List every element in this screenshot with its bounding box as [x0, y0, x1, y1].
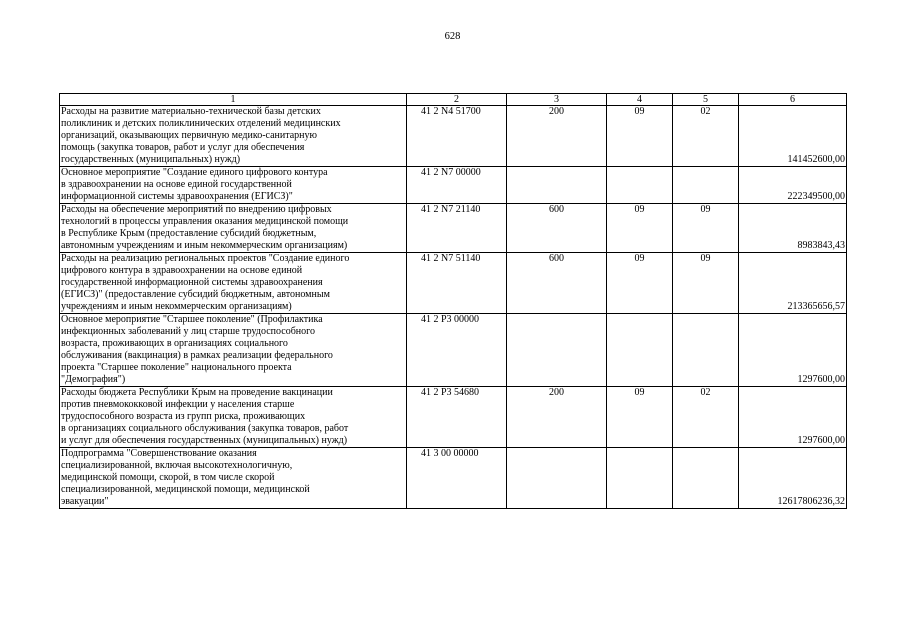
row-column-3-cell: 600	[507, 253, 607, 314]
row-code-cell: 41 2 N4 51700	[407, 106, 507, 167]
row-amount-cell: 8983843,43	[739, 204, 847, 253]
row-description-line: технологий в процессы управления оказания медицинской помощи	[61, 216, 349, 227]
row-column-3-cell: 200	[507, 387, 607, 448]
row-amount-cell: 213365656,57	[739, 253, 847, 314]
row-description-line: медицинской помощи, скорой, в том числе скорой	[61, 472, 275, 483]
row-description-cell	[60, 387, 407, 448]
row-description-line: Расходы на реализацию региональных проектов "Создание единого	[61, 253, 350, 264]
row-description-line: и услуг для обеспечения государственных (муниципальных) нужд)	[61, 435, 348, 446]
row-column-4-cell	[607, 167, 673, 204]
row-description-line: автономным учреждениям и иным некоммерческим организациям)	[61, 240, 348, 251]
row-column-5-cell: 02	[673, 387, 739, 448]
row-description-line: помощь (закупка товаров, работ и услуг для обеспечения	[61, 142, 305, 153]
row-column-3-cell	[507, 167, 607, 204]
header-cell: 4	[607, 94, 673, 106]
row-description-line: инфекционных заболеваний у лиц старше трудоспособного	[61, 326, 315, 337]
row-column-4-cell: 09	[607, 106, 673, 167]
header-cell: 3	[507, 94, 607, 106]
row-column-4-cell: 09	[607, 204, 673, 253]
row-column-4-cell: 09	[607, 387, 673, 448]
row-column-4-cell	[607, 314, 673, 387]
header-cell: 1	[60, 94, 407, 106]
row-description-line: (ЕГИСЗ)" (предоставление субсидий бюджетным, автономным	[61, 289, 330, 300]
row-column-3-cell: 200	[507, 106, 607, 167]
row-column-5-cell	[673, 448, 739, 509]
header-cell: 5	[673, 94, 739, 106]
row-amount-cell: 1297600,00	[739, 387, 847, 448]
row-description-line: государственных (муниципальных) нужд)	[61, 154, 241, 165]
row-description-line: проекта "Старшее поколение" национального проекта	[61, 362, 292, 373]
row-code-cell: 41 2 P3 00000	[407, 314, 507, 387]
row-description-line: возраста, проживающих в организациях социального	[61, 338, 288, 349]
row-description-cell	[60, 167, 407, 204]
row-column-3-cell	[507, 314, 607, 387]
row-description-line: эвакуации"	[61, 496, 109, 507]
table-header-row	[60, 94, 847, 106]
table-row	[60, 204, 847, 253]
row-description-line: трудоспособного возраста из групп риска, проживающих	[61, 411, 306, 422]
row-description-cell	[60, 314, 407, 387]
row-code-cell: 41 3 00 00000	[407, 448, 507, 509]
row-description-line: специализированной, медицинской помощи, медицинской	[61, 484, 310, 495]
row-amount-cell: 222349500,00	[739, 167, 847, 204]
row-description-line: в Республике Крым (предоставление субсидий бюджетным,	[61, 228, 317, 239]
row-description-line: учреждениям и иным некоммерческим организациям)	[61, 301, 292, 312]
row-description-line: обслуживания (вакцинация) в рамках реализации федерального	[61, 350, 333, 361]
row-description-line: цифрового контура в здравоохранении на основе единой	[61, 265, 303, 276]
row-code-cell: 41 2 N7 21140	[407, 204, 507, 253]
row-column-3-cell	[507, 448, 607, 509]
row-description-line: Расходы на развитие материально-технической базы детских	[61, 106, 321, 117]
row-description-line: информационной системы здравоохранения (ЕГИСЗ)"	[61, 191, 293, 202]
table-row	[60, 314, 847, 387]
header-cell: 6	[739, 94, 847, 106]
table-row	[60, 448, 847, 509]
row-description-cell	[60, 106, 407, 167]
row-code-cell: 41 2 N7 00000	[407, 167, 507, 204]
row-column-5-cell	[673, 167, 739, 204]
row-amount-cell: 1297600,00	[739, 314, 847, 387]
row-description-line: Основное мероприятие "Старшее поколение" (Профилактика	[61, 314, 323, 325]
table-row	[60, 387, 847, 448]
table-row	[60, 253, 847, 314]
row-description-line: специализированной, включая высокотехнологичную,	[61, 460, 293, 471]
row-column-5-cell: 02	[673, 106, 739, 167]
row-description-line: организаций, оказывающих первичную медико-санитарную	[61, 130, 317, 141]
row-column-5-cell: 09	[673, 253, 739, 314]
table-row	[60, 106, 847, 167]
row-description-line: в организациях социального обслуживания (закупка товаров, работ	[61, 423, 349, 434]
row-description-cell	[60, 448, 407, 509]
row-description-line: Расходы бюджета Республики Крым на проведение вакцинации	[61, 387, 333, 398]
row-column-3-cell: 600	[507, 204, 607, 253]
row-column-5-cell: 09	[673, 204, 739, 253]
row-amount-cell: 12617806236,32	[739, 448, 847, 509]
row-amount-cell: 141452600,00	[739, 106, 847, 167]
row-description-line: государственной информационной системы здравоохранения	[61, 277, 323, 288]
row-column-4-cell: 09	[607, 253, 673, 314]
row-description-line: Основное мероприятие "Создание единого цифрового контура	[61, 167, 328, 178]
row-code-cell: 41 2 N7 51140	[407, 253, 507, 314]
row-column-4-cell	[607, 448, 673, 509]
page-number: 628	[444, 31, 461, 42]
row-description-line: Расходы на обеспечение мероприятий по внедрению цифровых	[61, 204, 332, 215]
row-code-cell: 41 2 P3 54680	[407, 387, 507, 448]
row-description-cell	[60, 204, 407, 253]
row-description-line: "Демография")	[61, 374, 126, 385]
header-cell: 2	[407, 94, 507, 106]
row-description-line: против пневмококковой инфекции у населения старше	[61, 399, 295, 410]
row-description-line: поликлиник и детских поликлинических отделений медицинских	[61, 118, 341, 129]
row-column-5-cell	[673, 314, 739, 387]
row-description-line: в здравоохранении на основе единой государственной	[61, 179, 292, 190]
row-description-cell	[60, 253, 407, 314]
table-row	[60, 167, 847, 204]
budget-table	[59, 93, 847, 509]
row-description-line: Подпрограмма "Совершенствование оказания	[61, 448, 257, 459]
